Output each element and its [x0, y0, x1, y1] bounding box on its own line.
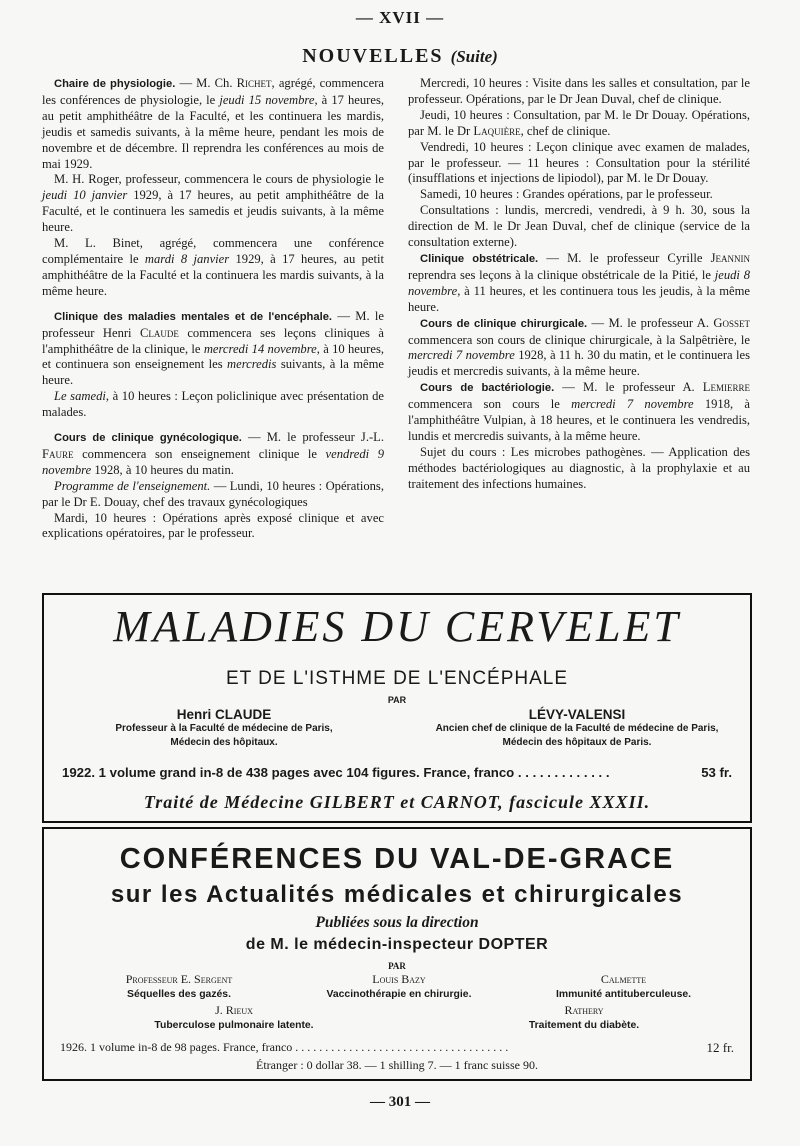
ad2-price: 12 fr. [706, 1040, 734, 1055]
section-title-text: NOUVELLES [302, 45, 444, 67]
paragraph-consultations: Consultations : lundis, mercredi, vendredi, à 9 h. 30, sous la direction de M. le Dr Jean Duval, chef de clinique (service de la consultation externe). [408, 203, 750, 250]
ad2-published: Publiées sous la direction [315, 914, 479, 931]
paragraph-programme: Programme de l'enseignement. — Lundi, 10 heures : Opérations, par le Dr E. Douay, chef des travaux gynécologiques [42, 478, 384, 509]
paragraph-jeudi: Jeudi, 10 heures : Consultation, par M. le Dr Douay. Opérations, par M. le Dr Laquière, chef de clinique. [408, 107, 750, 138]
ad-title: MALADIES DU CERVELET [113, 602, 681, 651]
ad2-foreign-prices: Étranger : 0 dollar 38. — 1 shilling 7. — 1 franc suisse 90. [256, 1058, 538, 1072]
left-column [42, 76, 384, 542]
contributor-calmette: Calmette Immunité antituberculeuse. [555, 972, 692, 1000]
ad-subtitle: ET DE L'ISTHME DE L'ENCÉPHALE [225, 668, 569, 689]
ad2-title: CONFÉRENCES DU VAL-DE-GRACE [119, 843, 675, 875]
ad2-subtitle: sur les Actualités médicales et chirurgicales [110, 881, 684, 908]
advertisement-val-de-grace [42, 827, 752, 1081]
paragraph-clinique-mentales: Clinique des maladies mentales et de l'encéphale. — M. le professeur Henri Claude commencera ses leçons cliniques à l'amphithéâtre de la clinique, le mercredi 14 novembre, à 10 heures, et continuera son enseignement les mercredis suivants, à la même heure. [42, 308, 384, 388]
heading-clinique-mentales: Clinique des maladies mentales et de l'encéphale. [54, 310, 333, 323]
ad2-director: de M. le médecin-inspecteur DOPTER [245, 936, 549, 953]
paragraph-physiologie: Chaire de physiologie. — M. Ch. Richet, agrégé, commencera les conférences de physiologie, le jeudi 15 novembre, à 17 heures, au petit amphithéâtre de la Faculté, et les continuera les mardis, jeudis et samedis suivants, à la même heure, pendant les mois de novembre et de décembre. Il reprendra les conférences au mois de mai 1929. [42, 76, 384, 171]
heading-physiologie: Chaire de physiologie. [54, 78, 176, 90]
contributor-sergent: Professeur E. Sergent Séquelles des gazés. [125, 972, 233, 1000]
ad-author-levy-valensi: LÉVY-VALENSI Ancien chef de clinique de la Faculté de médecine de Paris, Médecin des hôpitaux de Paris. [435, 707, 719, 748]
ad2-volume-line: 1926. 1 volume in-8 de 98 pages. France, franco . . . . . . . . . . . . . . . . . . . . . . . . . . . . . . . . . . . . 12 fr. [60, 1040, 734, 1055]
paragraph-obstetricale: Clinique obstétricale. — M. le professeur Cyrille Jeannin reprendra ses leçons à la clinique obstétricale de la Pitié, le jeudi 8 novembre, à 11 heures, et les continuera tous les jeudis, à la même heure. [408, 250, 750, 314]
heading-gynecologie: Cours de clinique gynécologique. [54, 432, 242, 445]
paragraph-mardi: Mardi, 10 heures : Opérations après exposé clinique et avec explications opératoires, par le professeur. [42, 510, 384, 541]
paragraph-gynecologie: Cours de clinique gynécologique. — M. le professeur J.-L. Faure commencera son enseignement clinique le vendredi 9 novembre 1928, à 10 heures du matin. [42, 430, 385, 477]
paragraph-sujet: Sujet du cours : Les microbes pathogènes. — Application des méthodes bactériologiques au diagnostic, à la prophylaxie et au traitement des infections humaines. [408, 444, 750, 491]
page-number: — 301 — [370, 1094, 430, 1110]
paragraph-mercredi: Mercredi, 10 heures : Visite dans les salles et consultation, par le professeur. Opérations, par le Dr Jean Duval, chef de clinique. [408, 76, 750, 106]
paragraph-chirurgicale: Cours de clinique chirurgicale. — M. le professeur A. Gosset commencera son cours de clinique chirurgicale, à la Salpêtrière, le mercredi 7 novembre 1928, à 11 h. 30 du matin, et le continuera les jeudis et mercredis suivants, à la même heure. [408, 315, 750, 379]
paragraph-roger: M. H. Roger, professeur, commencera le cours de physiologie le jeudi 10 janvier 1929, à 17 heures, au petit amphithéâtre de la Faculté, et le continuera les samedis et jeudis suivants, à la même heure. [42, 172, 384, 235]
ad-series: Traité de Médecine GILBERT et CARNOT, fascicule XXXII. [143, 792, 651, 812]
ad-volume-line: 1922. 1 volume grand in-8 de 438 pages avec 104 figures. France, franco . . . . . . . . . . . . . 53 fr. [62, 765, 732, 780]
ad-author-claude: Henri CLAUDE Professeur à la Faculté de médecine de Paris, Médecin des hôpitaux. [115, 707, 333, 748]
paragraph-bacteriologie: Cours de bactériologie. — M. le professeur A. Lemierre commencera son cours le mercredi 7 novembre 1918, à l'amphithéâtre Vulpian, à 18 heures, et le continuera les vendredis, lundis et mercredis suivants, à la même heure. [408, 380, 750, 443]
contributor-rieux: J. Rieux Tuberculose pulmonaire latente. [154, 1003, 314, 1031]
ad2-par: PAR [388, 961, 406, 971]
advertisement-cervelet [42, 593, 752, 823]
section-title [0, 45, 800, 68]
section-title-suffix: (Suite) [450, 47, 498, 66]
paragraph-samedi: Le samedi, à 10 heures : Leçon policlinique avec présentation de malades. [42, 389, 385, 420]
paragraph-samedi-ops: Samedi, 10 heures : Grandes opérations, par le professeur. [420, 187, 713, 202]
paragraph-binet: M. L. Binet, agrégé, commencera une conférence complémentaire le mardi 8 janvier 1929, à 17 heures, au petit amphithéâtre de la Faculté et la continuera les mardis suivants, à la même heure. [42, 236, 384, 298]
heading-chirurgicale: Cours de clinique chirurgicale. [420, 317, 588, 330]
heading-obstetricale: Clinique obstétricale. [420, 252, 539, 265]
contributor-rathery: Rathery Traitement du diabète. [528, 1003, 640, 1031]
right-column [408, 76, 750, 493]
paragraph-vendredi: Vendredi, 10 heures : Leçon clinique avec examen de malades, par le professeur. — 11 heures : Consultation pour la stérilité (insufflations et injections de lipiodol), par M. le Dr Douay. [408, 139, 750, 186]
contributor-bazy: Louis Bazy Vaccinothérapie en chirurgie. [326, 972, 472, 1000]
ad-price: 53 fr. [701, 765, 732, 780]
heading-bacteriologie: Cours de bactériologie. [420, 382, 555, 395]
ad-par: PAR [387, 695, 407, 705]
page-header-roman: — XVII — [355, 8, 445, 27]
